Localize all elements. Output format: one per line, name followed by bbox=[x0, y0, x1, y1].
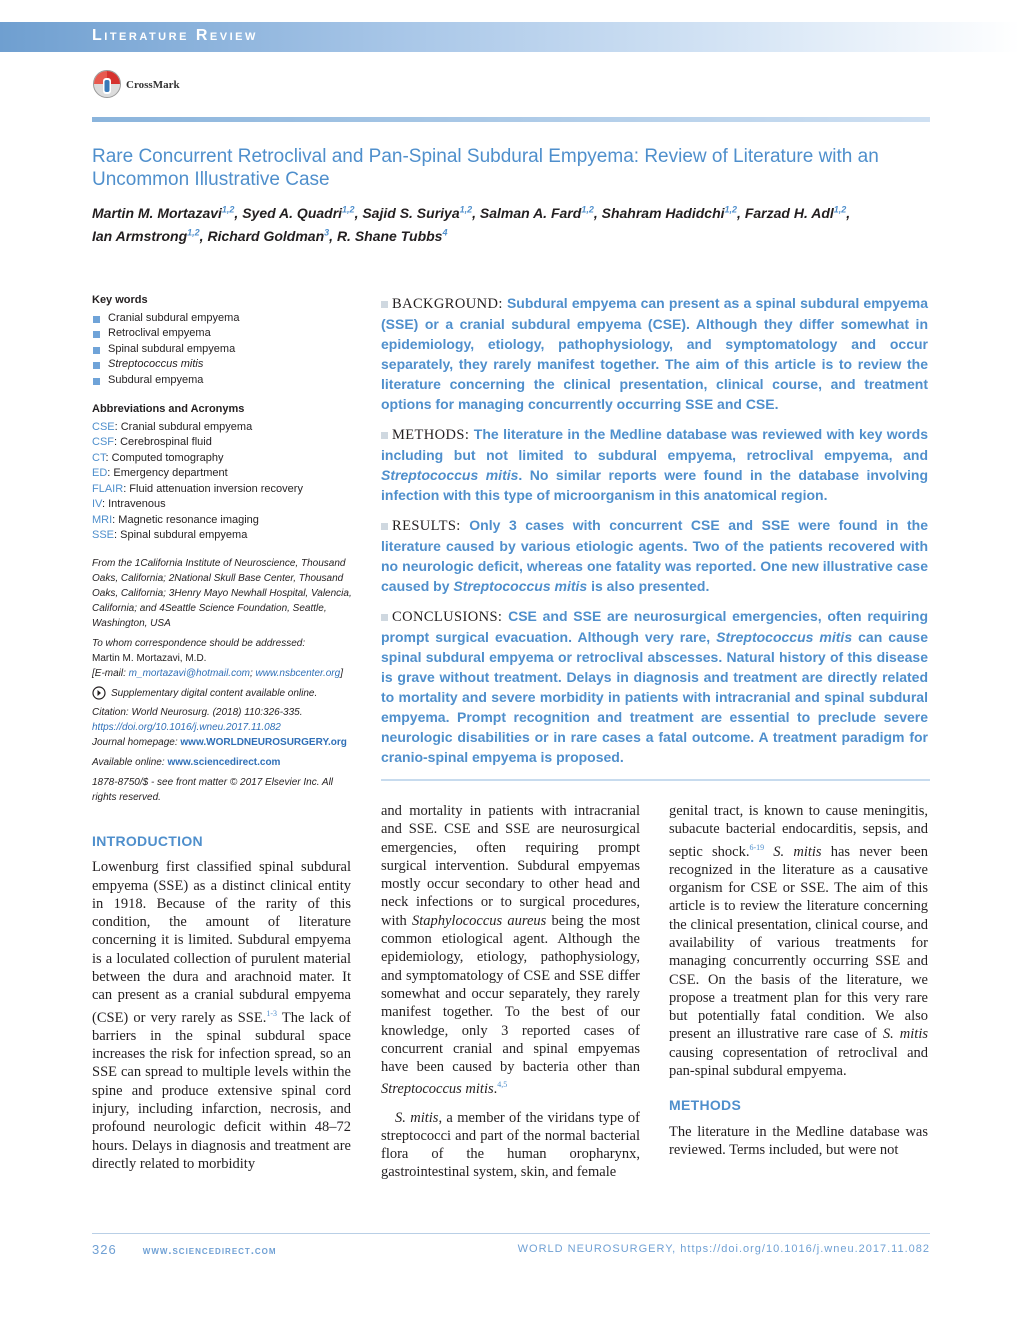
affiliations: From the 1California Institute of Neuroscience, Thousand Oaks, California; 2National Skull Base Center, Thousand Oaks, California; 3Henry Mayo Newhall Hospital, Valencia, California; and 4Seattle Science Foundation, Seattle, Washington, USA bbox=[92, 557, 352, 629]
citation bbox=[92, 705, 354, 750]
body-paragraph: S. mitis, a member of the viridans type of streptococci and part of the normal bacterial flora of the human oropharynx, gastrointestinal system, skin, and female bbox=[381, 1109, 641, 1181]
citation-text: Citation: World Neurosurg. (2018) 110:326-335. bbox=[92, 706, 303, 718]
abstract-conclusions: CONCLUSIONS: CSE and SSE are neurosurgical emergencies, often requiring prompt surgical evacuation. Although very rare, Streptococcus mitis can cause spinal subdural empyema or retroclival abscesses. Natural history of this disease is grave without treatment. Delays in diagnosis and treatment are directly related to mortality and severe morbidity in patients with intracranial and spinal subdural empyema. Prompt recognition and treatment are essential to preclude severe neurologic disabilities or in rare cases a fatal outcome. A treatment paradigm for cranio-spinal empyema is proposed. bbox=[381, 608, 928, 765]
author: Syed A. Quadri$^{1,2}$, bbox=[242, 204, 363, 221]
author: Shahram Hadidchi$^{1,2}$, bbox=[601, 204, 745, 221]
author-list bbox=[92, 199, 942, 246]
section-banner-label: Literature Review bbox=[92, 27, 258, 44]
body-paragraph: and mortality in patients with intracranial and SSE. CSE and SSE are neurosurgical emergencies, often requiring prompt surgical intervention. Subdural empyemas mostly occur secondary to other head and neck infections or to surgical procedures, with Staphylococcus aureus being the most common etiological agent. Although the epidemiology, etiology, pathophysiology, and symptomatology of CSE and SSE differ somewhat and occur separately, they rarely manifest together. To the best of our knowledge, only 3 reported cases of concurrent cranial and spinal empyemas have been caused by bacteria other than Streptococcus mitis.$^{4,5}$ bbox=[381, 803, 640, 1098]
keyword-list bbox=[92, 311, 354, 389]
correspondence bbox=[92, 636, 354, 681]
abbreviation-item: FLAIR: Fluid attenuation inversion recovery bbox=[92, 482, 303, 495]
page-number: 326 bbox=[92, 1242, 117, 1257]
abbreviation-list bbox=[92, 420, 354, 544]
supplementary-note: Supplementary digital content available online. bbox=[92, 686, 354, 701]
correspondence-name: Martin M. Mortazavi, M.D. bbox=[92, 652, 207, 664]
keyword-item: Spinal subdural empyema bbox=[92, 342, 354, 358]
author: Salman A. Fard$^{1,2}$, bbox=[479, 204, 602, 221]
abbreviations-heading: Abbreviations and Acronyms bbox=[92, 403, 245, 415]
section-banner bbox=[0, 22, 1020, 52]
website-link[interactable]: www.nsbcenter.org bbox=[255, 667, 341, 679]
keywords-heading: Key words bbox=[92, 294, 148, 306]
author: Farzad H. Adl$^{1,2}$, bbox=[744, 204, 851, 221]
footer-doi-link[interactable]: https://doi.org/10.1016/j.wneu.2017.11.082 bbox=[680, 1243, 930, 1255]
footer-journal-ref: WORLD NEUROSURGERY, https://doi.org/10.1016/j.wneu.2017.11.082 bbox=[517, 1243, 930, 1255]
body-column-3 bbox=[669, 802, 928, 1169]
abbreviation-item: MRI: Magnetic resonance imaging bbox=[92, 513, 259, 526]
body-column-2 bbox=[381, 802, 640, 1192]
keyword-item: Cranial subdural empyema bbox=[92, 311, 354, 327]
header-rule bbox=[92, 117, 930, 122]
article-sidebar bbox=[92, 293, 354, 810]
author: Martin M. Mortazavi$^{1,2}$, bbox=[92, 204, 243, 221]
doi-link[interactable]: https://doi.org/10.1016/j.wneu.2017.11.082 bbox=[92, 721, 281, 733]
supplementary-content-icon bbox=[92, 686, 106, 700]
abbreviation-item: IV: Intravenous bbox=[92, 498, 166, 510]
abbreviation-item: SSE: Spinal subdural empyema bbox=[92, 529, 248, 541]
abstract-rule bbox=[381, 779, 930, 781]
available-online: Available online: www.sciencedirect.com bbox=[92, 756, 281, 768]
abstract-results: RESULTS: Only 3 cases with concurrent CSE and SSE were found in the literature caused by various etiologic agents. Two of the patients recovered with no neurologic deficit, whereas one fatality was reported. One new illustrative case caused by Streptococcus mitis is also presented. bbox=[381, 517, 929, 594]
keyword-item: Streptococcus mitis bbox=[92, 357, 354, 373]
introduction-heading: INTRODUCTION bbox=[92, 833, 203, 849]
journal-homepage: Journal homepage: www.WORLDNEUROSURGERY.org bbox=[92, 736, 347, 748]
abbreviation-item: CSE: Cranial subdural empyema bbox=[92, 420, 253, 433]
author: Richard Goldman$^3$, bbox=[207, 227, 337, 245]
article-title: Rare Concurrent Retroclival and Pan-Spinal Subdural Empyema: Review of Literature with an Uncommon Illustrative Case bbox=[92, 146, 879, 190]
crossmark-label: CrossMark bbox=[126, 79, 180, 91]
copyright: 1878-8750/$ - see front matter © 2017 Elsevier Inc. All rights reserved. bbox=[92, 776, 334, 803]
body-column-1 bbox=[92, 832, 351, 1183]
correspondence-line: To whom correspondence should be addressed: bbox=[92, 637, 306, 649]
keyword-item: Retroclival empyema bbox=[92, 326, 354, 342]
sciencedirect-link[interactable]: www.sciencedirect.com bbox=[167, 756, 281, 768]
body-paragraph: Lowenburg first classified spinal subdural empyema (SSE) as a distinct clinical entity in 1918. Because of the rarity of this condition, the amount of literature concerning it is limited. Subdural empyema is a loculated collection of purulent material between the dura and arachnoid mater. It can present as a cranial subdural empyema (CSE) or very rarely as SSE.$^{1-3}$ The lack of barriers in the spinal subdural space increases the risk for infection spread, so an SSE can spread to multiple levels within the spine and produce extensive spinal cord injury, including infarction, necrosis, and profound neurologic deficit within 48–72 hours. Delays in diagnosis and treatment are directly related to morbidity bbox=[92, 859, 351, 1172]
page-footer bbox=[92, 1242, 930, 1257]
footer-rule bbox=[92, 1233, 930, 1234]
abbreviation-item: ED: Emergency department bbox=[92, 467, 228, 479]
abstract bbox=[381, 293, 928, 777]
methods-heading: METHODS bbox=[669, 1097, 742, 1114]
email-link[interactable]: m_mortazavi@hotmail.com bbox=[128, 667, 250, 679]
keyword-item: Subdural empyema bbox=[92, 373, 354, 389]
author: R. Shane Tubbs$^4$ bbox=[336, 227, 448, 245]
body-paragraph: The literature in the Medline database was reviewed. Terms included, but were not bbox=[669, 1123, 928, 1158]
abbreviation-item: CSF: Cerebrospinal fluid bbox=[92, 436, 212, 448]
author: Sajid S. Suriya$^{1,2}$, bbox=[362, 204, 480, 221]
abstract-background: BACKGROUND: Subdural empyema can present as a spinal subdural empyema (SSE) or a cranial subdural empyema (CSE). Although they differ somewhat in epidemiology, etiology, pathophysiology, and symptomatology and occur separately, they rarely manifest together. The aim of this article is to review the literature concerning the clinical presentation, clinical course, and treatment options for managing concurrently occurring SSE and CSE. bbox=[381, 295, 928, 412]
abstract-methods: METHODS: The literature in the Medline database was reviewed with key words including but not limited to subdural empyema, retroclival empyema, and Streptococcus mitis. No similar reports were found in the database involving infection with this type of microorganism in this anatomical region. bbox=[381, 426, 929, 503]
author: Ian Armstrong$^{1,2}$, bbox=[92, 227, 208, 245]
abbreviation-item: CT: Computed tomography bbox=[92, 451, 224, 464]
crossmark-badge[interactable] bbox=[92, 68, 202, 102]
body-paragraph: genital tract, is known to cause meningitis, subacute bacterial endocarditis, sepsis, and septic shock.$^{6-19}$ S. mitis has never been recognized in the literature as a causative organism for CSE or SSE. The aim of this article is to review the literature concerning the clinical presentation, clinical course, and availability of various treatments for managing concurrently occurring SSE and CSE. On the basis of the literature, we propose a treatment plan for this very rare but potentially fatal condition. We also present an illustrative rare case of S. mitis causing copresentation of retroclival and pan-spinal subdural empyema. bbox=[669, 803, 928, 1079]
correspondence-email: [E-mail: m_mortazavi@hotmail.com; www.nsbcenter.org] bbox=[92, 667, 343, 679]
homepage-link[interactable]: www.WORLDNEUROSURGERY.org bbox=[180, 736, 347, 748]
footer-sciencedirect-link[interactable]: www.sciencedirect.com bbox=[142, 1245, 277, 1257]
crossmark-icon bbox=[92, 68, 122, 102]
